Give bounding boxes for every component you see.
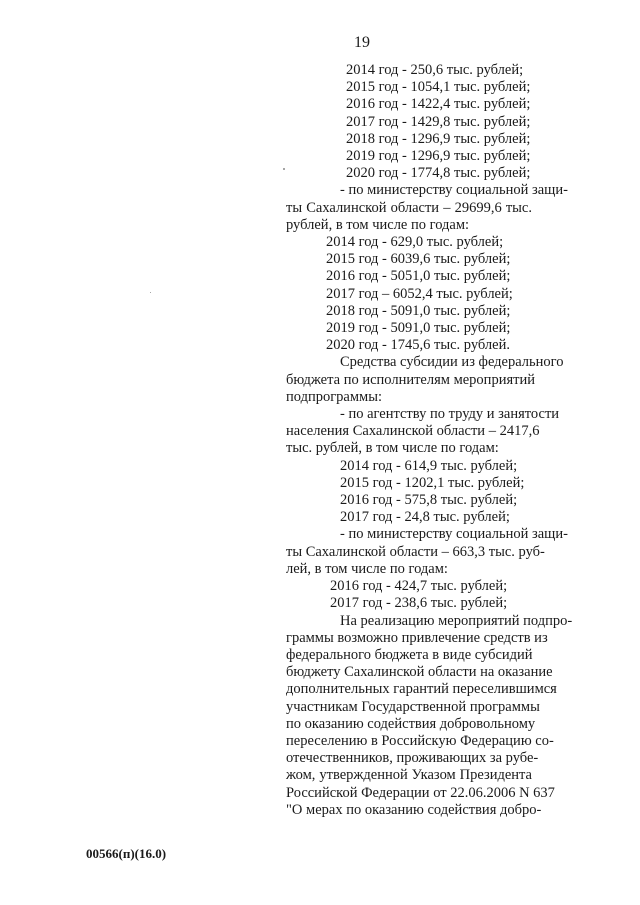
- text-line: участникам Государственной программы: [286, 698, 540, 715]
- list-item: 2015 год - 6039,6 тыс. рублей;: [326, 251, 511, 268]
- paragraph-labor-agency: [286, 406, 560, 458]
- text-line: На реализацию мероприятий подпро-: [340, 612, 573, 629]
- list-item: 2017 год - 1429,8 тыс. рублей;: [346, 113, 531, 130]
- text-line: населения Сахалинской области – 2417,6: [286, 423, 540, 440]
- paragraph-federal-subsidy: [286, 354, 564, 406]
- list-item: 2014 год - 250,6 тыс. рублей;: [346, 62, 524, 78]
- text-line: дополнительных гарантий переселившимся: [286, 681, 557, 698]
- text-line: подпрограммы:: [286, 388, 382, 405]
- list-item: 2017 год – 6052,4 тыс. рублей;: [326, 285, 513, 302]
- scan-speck: [283, 168, 285, 170]
- text-line: - по министерству социальной защи-: [340, 182, 568, 199]
- text-line: граммы возможно привлечение средств из: [286, 629, 548, 646]
- text-line: Средства субсидии из федерального: [340, 354, 564, 371]
- text-line: по оказанию содействия добровольному: [286, 715, 536, 732]
- list-item: 2014 год - 614,9 тыс. рублей;: [340, 457, 518, 474]
- list-item: 2019 год - 5091,0 тыс. рублей;: [326, 320, 511, 337]
- list-item: 2017 год - 238,6 тыс. рублей;: [330, 595, 508, 612]
- list-item: 2015 год - 1202,1 тыс. рублей;: [340, 474, 525, 491]
- list-item: 2018 год - 5091,0 тыс. рублей;: [326, 302, 511, 319]
- list-item: 2019 год - 1296,9 тыс. рублей;: [346, 148, 531, 165]
- year-list-ministry-federal: [286, 578, 532, 612]
- list-item: 2017 год - 24,8 тыс. рублей;: [340, 509, 510, 526]
- list-item: 2015 год - 1054,1 тыс. рублей;: [346, 79, 531, 96]
- scan-speck: [150, 292, 151, 293]
- text-line: - по агентству по труду и занятости: [340, 406, 560, 423]
- text-line: бюджета по исполнителям мероприятий: [286, 371, 535, 388]
- year-list-agency-continued: [286, 62, 532, 182]
- text-line: ты Сахалинской области – 663,3 тыс. руб-: [286, 543, 545, 560]
- list-item: 2016 год - 575,8 тыс. рублей;: [340, 492, 518, 509]
- text-line: бюджету Сахалинской области на оказание: [286, 664, 553, 681]
- year-list-labor-agency: [286, 458, 532, 527]
- text-line: рублей, в том числе по годам:: [286, 216, 470, 233]
- text-line: лей, в том числе по годам:: [286, 560, 448, 577]
- document-code: 00566(п)(16.0): [86, 846, 167, 861]
- text-line: переселению в Российскую Федерацию со-: [286, 732, 554, 749]
- page-number: 19: [354, 34, 370, 51]
- text-line: тыс. рублей, в том числе по годам:: [286, 440, 499, 457]
- list-item: 2016 год - 1422,4 тыс. рублей;: [346, 96, 531, 113]
- list-item: 2014 год - 629,0 тыс. рублей;: [326, 234, 504, 251]
- text-line: Российской Федерации от 22.06.2006 N 637: [286, 784, 555, 801]
- text-line: "О мерах по оказанию содействия добро-: [286, 801, 542, 818]
- paragraph-ministry-social-protection: [286, 182, 568, 234]
- list-item: 2016 год - 424,7 тыс. рублей;: [330, 578, 508, 595]
- year-list-ministry: [286, 234, 532, 354]
- list-item: 2016 год - 5051,0 тыс. рублей;: [326, 268, 511, 285]
- list-item: 2018 год - 1296,9 тыс. рублей;: [346, 130, 531, 147]
- list-item: 2020 год - 1774,8 тыс. рублей;: [346, 165, 531, 182]
- text-line: отечественников, проживающих за рубе-: [286, 750, 539, 767]
- paragraph-additional-guarantees: [286, 612, 573, 819]
- text-line: жом, утвержденной Указом Президента: [286, 767, 532, 784]
- text-line: - по министерству социальной защи-: [340, 526, 568, 543]
- text-line: ты Сахалинской области – 29699,6 тыс.: [286, 199, 532, 216]
- document-text-column: [286, 62, 573, 819]
- text-line: федерального бюджета в виде субсидий: [286, 646, 533, 663]
- list-item: 2020 год - 1745,6 тыс. рублей.: [326, 337, 510, 354]
- paragraph-ministry-federal: [286, 526, 568, 578]
